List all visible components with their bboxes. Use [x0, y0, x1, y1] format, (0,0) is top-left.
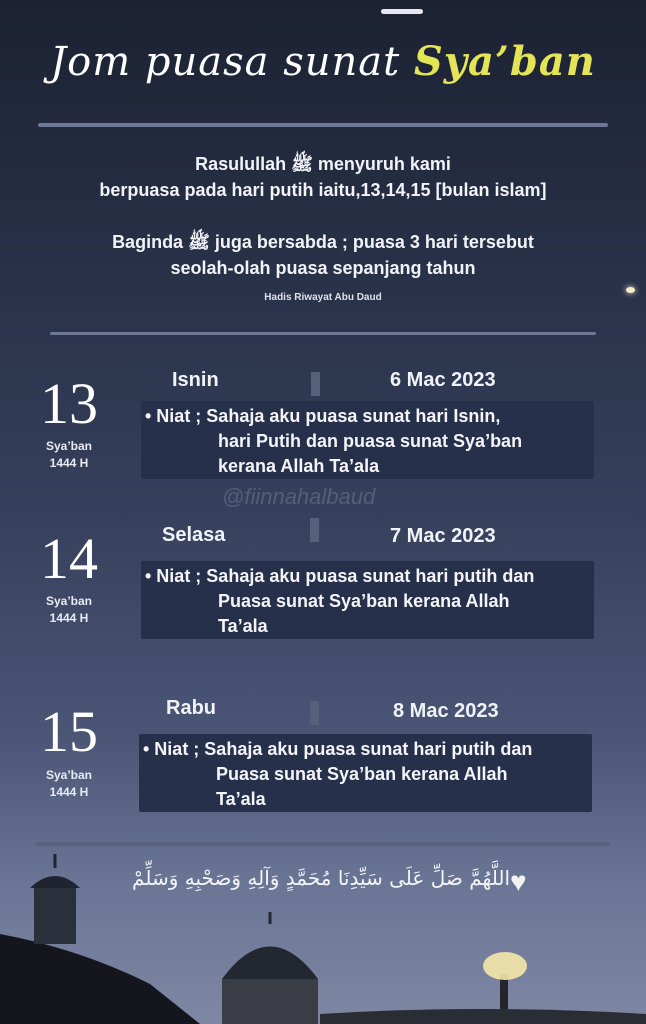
hadith-source: Hadis Riwayat Abu Daud: [264, 292, 382, 303]
date-label: 8 Mac 2023: [393, 700, 499, 722]
niat-line-3: Ta’ala: [216, 789, 266, 809]
day-number: 14: [40, 526, 98, 591]
hijri-month: Sya’ban: [45, 594, 93, 608]
mosque-silhouette: [0, 854, 646, 1024]
intro-line-2: berpuasa pada hari putih iaitu,13,14,15 [bulan islam]: [99, 180, 547, 200]
heart-icon: ♥: [510, 866, 527, 897]
weekday-label: Isnin: [172, 369, 219, 391]
title-highlight: Sya’ban: [413, 38, 596, 85]
niat-line-1: • Niat ; Sahaja aku puasa sunat hari putih dan: [143, 739, 533, 759]
weekday-label: Rabu: [166, 697, 216, 719]
niat-box: [139, 734, 592, 812]
divider-bottom: [36, 842, 610, 846]
hijri-month: Sya’ban: [45, 768, 93, 782]
day-number: 15: [40, 699, 98, 764]
day-number: 13: [40, 371, 98, 436]
niat-box: [141, 401, 594, 479]
separator-bar: [311, 372, 320, 396]
hijri-year: 1444 H: [49, 611, 89, 625]
niat-box: [141, 561, 594, 639]
hijri-year: 1444 H: [49, 785, 89, 799]
divider-top: [38, 123, 608, 127]
page-title: [0, 38, 646, 85]
separator-bar: [310, 701, 319, 725]
niat-line-2: Puasa sunat Sya’ban kerana Allah: [218, 591, 510, 611]
niat-line-1: • Niat ; Sahaja aku puasa sunat hari putih dan: [145, 566, 535, 586]
watermark: @fiinnahalbaud: [222, 484, 376, 509]
separator-bar: [310, 518, 319, 542]
niat-line-1: • Niat ; Sahaja aku puasa sunat hari Isnin,: [145, 406, 501, 426]
salawat-text: اللَّهُمَّ صَلِّ عَلَى سَيِّدِنَا مُحَمَّدٍ وَآلِهِ وَصَحْبِهِ وَسَلِّمْ: [132, 866, 510, 890]
weekday-label: Selasa: [162, 524, 226, 546]
divider-middle: [50, 332, 596, 335]
niat-line-3: kerana Allah Ta’ala: [218, 456, 380, 476]
intro-line-1: Rasulullah ﷺ menyuruh kami: [195, 154, 451, 174]
intro-line-4: seolah-olah puasa sepanjang tahun: [170, 258, 476, 278]
date-label: 6 Mac 2023: [390, 369, 496, 391]
intro-line-3: Baginda ﷺ juga bersabda ; puasa 3 hari tersebut: [112, 232, 534, 252]
hijri-month: Sya’ban: [45, 439, 93, 453]
title-main: Jom puasa sunat: [50, 39, 401, 85]
niat-line-2: Puasa sunat Sya’ban kerana Allah: [216, 764, 508, 784]
niat-line-3: Ta’ala: [218, 616, 268, 636]
drag-handle[interactable]: [381, 9, 423, 14]
hijri-year: 1444 H: [49, 456, 89, 470]
date-label: 7 Mac 2023: [390, 525, 496, 547]
niat-line-2: hari Putih dan puasa sunat Sya’ban: [218, 431, 523, 451]
